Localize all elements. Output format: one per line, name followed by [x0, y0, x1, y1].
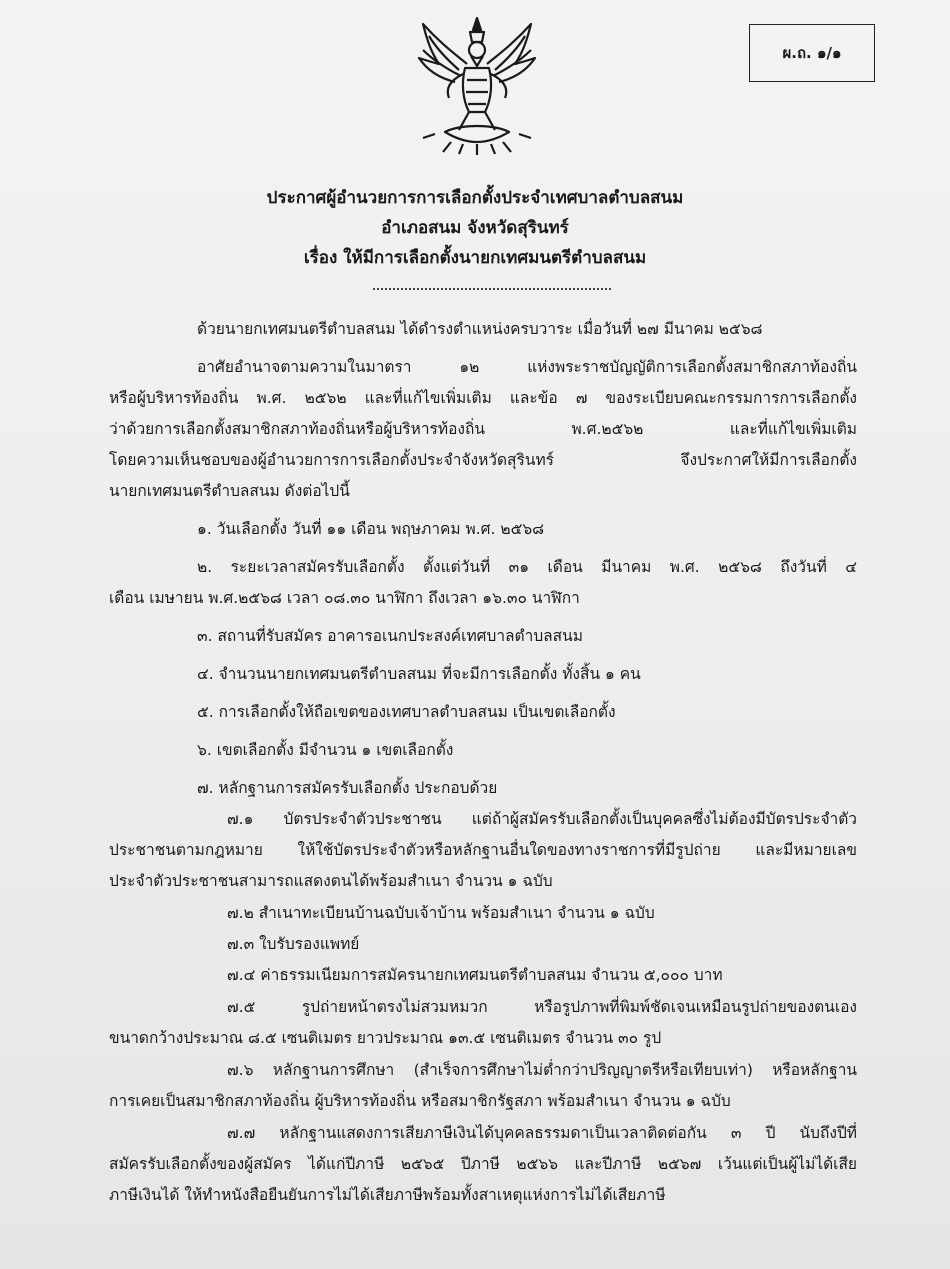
sub-item-7-6-line-2: การเคยเป็นสมาชิกสภาท้องถิ่น ผู้บริหารท้องถิ่น หรือสมาชิกรัฐสภา พร้อมสำเนา จำนวน ๑ ฉบับ [109, 1092, 731, 1110]
form-code-box [749, 24, 875, 82]
form-code: ผ.ถ. ๑/๑ [782, 44, 842, 62]
list-item-7: ๗. หลักฐานการสมัครรับเลือกตั้ง ประกอบด้วย [197, 779, 498, 797]
para1-line-1: อาศัยอำนาจตามความในมาตรา ๑๒ แห่งพระราชบัญญัติการเลือกตั้งสมาชิกสภาท้องถิ่น [197, 358, 857, 376]
list-item-4: ๔. จำนวนนายกเทศมนตรีตำบลสนม ที่จะมีการเลือกตั้ง ทั้งสิ้น ๑ คน [197, 665, 641, 683]
para1-line-2: หรือผู้บริหารท้องถิ่น พ.ศ. ๒๕๖๒ และที่แก้ไขเพิ่มเติม และข้อ ๗ ของระเบียบคณะกรรมการการเลือกตั้ง [109, 389, 857, 407]
sub-item-7-1-line-3: ประจำตัวประชาชนสามารถแสดงตนได้พร้อมสำเนา จำนวน ๑ ฉบับ [109, 872, 553, 890]
para1-line-4: โดยความเห็นชอบของผู้อำนวยการการเลือกตั้งประจำจังหวัดสุรินทร์ จึงประกาศให้มีการเลือกตั้ง [109, 451, 857, 469]
announcement-title: ประกาศผู้อำนวยการการเลือกตั้งประจำเทศบาลตำบลสนม [266, 188, 684, 208]
sub-item-7-1-line-1: ๗.๑ บัตรประจำตัวประชาชน แต่ถ้าผู้สมัครรับเลือกตั้งเป็นบุคคลซึ่งไม่ต้องมีบัตรประจำตัว [227, 810, 857, 828]
list-item-2-line-1: ๒. ระยะเวลาสมัครรับเลือกตั้ง ตั้งแต่วันที่ ๓๑ เดือน มีนาคม พ.ศ. ๒๕๖๘ ถึงวันที่ ๔ [197, 558, 857, 576]
sub-item-7-7-line-1: ๗.๗ หลักฐานแสดงการเสียภาษีเงินได้บุคคลธรรมดาเป็นเวลาติดต่อกัน ๓ ปี นับถึงปีที่ [227, 1124, 857, 1142]
dotted-divider [373, 288, 611, 290]
para1-line-5: นายกเทศมนตรีตำบลสนม ดังต่อไปนี้ [109, 482, 350, 500]
list-item-2-line-2: เดือน เมษายน พ.ศ.๒๕๖๘ เวลา ๐๘.๓๐ นาฬิกา ถึงเวลา ๑๖.๓๐ นาฬิกา [109, 589, 580, 607]
sub-item-7-6-line-1: ๗.๖ หลักฐานการศึกษา (สำเร็จการศึกษาไม่ต่ำกว่าปริญญาตรีหรือเทียบเท่า) หรือหลักฐาน [227, 1061, 857, 1079]
announcement-subject: เรื่อง ให้มีการเลือกตั้งนายกเทศมนตรีตำบลสนม [303, 248, 647, 268]
sub-item-7-1-line-2: ประชาชนตามกฎหมาย ให้ใช้บัตรประจำตัวหรือหลักฐานอื่นใดของทางราชการที่มีรูปถ่าย และมีหมายเลข [109, 841, 857, 859]
list-item-1: ๑. วันเลือกตั้ง วันที่ ๑๑ เดือน พฤษภาคม พ.ศ. ๒๕๖๘ [197, 520, 545, 538]
para1-line-3: ว่าด้วยการเลือกตั้งสมาชิกสภาท้องถิ่นหรือผู้บริหารท้องถิ่น พ.ศ.๒๕๖๒ และที่แก้ไขเพิ่มเติม [109, 420, 857, 438]
intro-line: ด้วยนายกเทศมนตรีตำบลสนม ได้ดำรงตำแหน่งครบวาระ เมื่อวันที่ ๒๗ มีนาคม ๒๕๖๘ [197, 320, 763, 338]
sub-item-7-2: ๗.๒ สำเนาทะเบียนบ้านฉบับเจ้าบ้าน พร้อมสำเนา จำนวน ๑ ฉบับ [227, 904, 655, 922]
list-item-5: ๕. การเลือกตั้งให้ถือเขตของเทศบาลตำบลสนม เป็นเขตเลือกตั้ง [197, 703, 616, 721]
sub-item-7-5-line-2: ขนาดกว้างประมาณ ๘.๕ เซนติเมตร ยาวประมาณ ๑๓.๕ เซนติเมตร จำนวน ๓๐ รูป [109, 1029, 662, 1047]
sub-item-7-3: ๗.๓ ใบรับรองแพทย์ [227, 935, 360, 953]
sub-item-7-5-line-1: ๗.๕ รูปถ่ายหน้าตรงไม่สวมหมวก หรือรูปภาพที่พิมพ์ชัดเจนเหมือนรูปถ่ายของตนเอง [227, 998, 857, 1016]
garuda-emblem-icon [415, 14, 540, 156]
sub-item-7-7-line-2: สมัครรับเลือกตั้งของผู้สมัคร ได้แก่ปีภาษี ๒๕๖๕ ปีภาษี ๒๕๖๖ และปีภาษี ๒๕๖๗ เว้นแต่เป็นผู้ไม่ได้เสีย [109, 1155, 857, 1173]
announcement-district: อำเภอสนม จังหวัดสุรินทร์ [381, 218, 569, 238]
sub-item-7-7-line-3: ภาษีเงินได้ ให้ทำหนังสือยืนยันการไม่ได้เสียภาษีพร้อมทั้งสาเหตุแห่งการไม่ได้เสียภาษี [109, 1186, 666, 1204]
sub-item-7-4: ๗.๔ ค่าธรรมเนียมการสมัครนายกเทศมนตรีตำบลสนม จำนวน ๕,๐๐๐ บาท [227, 966, 723, 984]
list-item-6: ๖. เขตเลือกตั้ง มีจำนวน ๑ เขตเลือกตั้ง [197, 741, 454, 759]
list-item-3: ๓. สถานที่รับสมัคร อาคารอเนกประสงค์เทศบาลตำบลสนม [197, 627, 583, 645]
